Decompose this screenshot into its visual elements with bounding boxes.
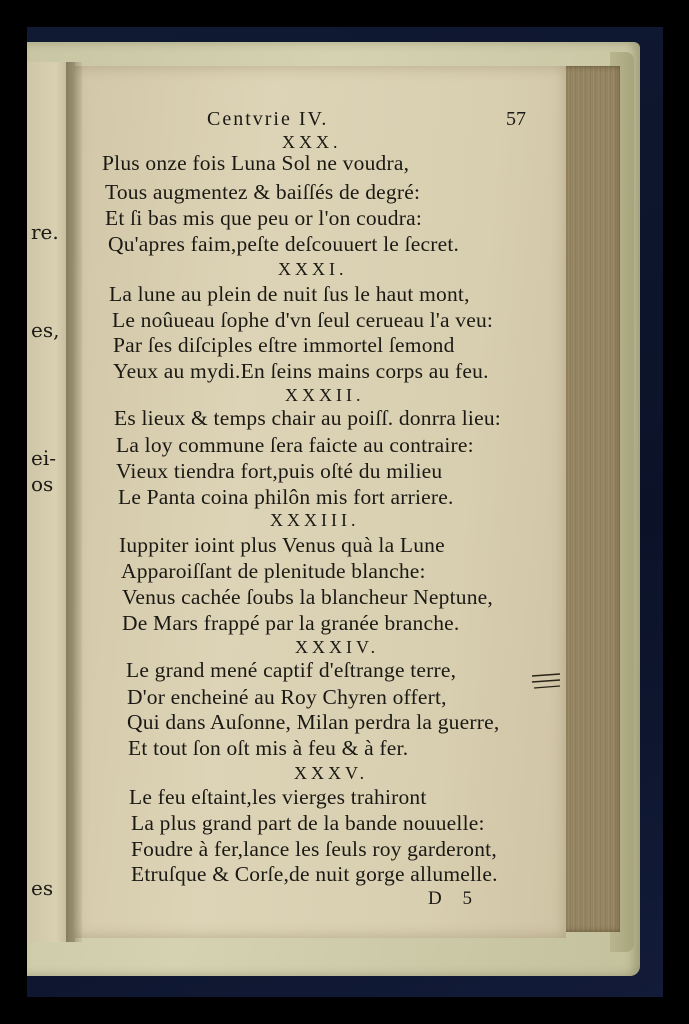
left-page-fragment: ei- (31, 446, 56, 470)
verse-line: La loy commune ſera faicte au contraire: (116, 433, 474, 457)
verse-line: Iuppiter ioint plus Venus quà la Lune (119, 533, 445, 557)
verse-line: Le feu eſtaint,les vierges trahiront (129, 785, 427, 809)
quatrain-number: XXXV. (294, 763, 369, 783)
verse-line: Et tout ſon oſt mis à feu & à fer. (128, 736, 409, 760)
verse-line: Etruſque & Corſe,de nuit gorge allumelle. (131, 862, 498, 886)
margin-pen-marks (530, 672, 562, 690)
verse-line: Vieux tiendra fort,puis oſté du milieu (116, 459, 443, 483)
left-page-fragment: re. (31, 220, 59, 244)
quatrain-number: XXXII. (285, 385, 365, 405)
verse-line: Tous augmentez & baiſſés de degré: (105, 180, 421, 204)
left-page-fragment: os (31, 472, 54, 496)
running-header: Centvrie IV. (207, 108, 329, 130)
left-page-fragment: es, (31, 318, 60, 342)
verse-line: Par ſes diſciples eſtre immortel ſemond (113, 333, 455, 357)
verse-line: Qui dans Auſonne, Milan perdra la guerre, (127, 710, 500, 734)
quatrain-number: XXXIV. (295, 637, 380, 657)
verse-line: Yeux au mydi.En ſeins mains corps au feu. (113, 359, 489, 383)
quatrain-number: XXX. (282, 132, 342, 152)
book-gutter (66, 62, 82, 942)
signature-mark: D 5 (428, 888, 480, 909)
verse-line: Foudre à fer,lance les ſeuls roy garderont, (131, 837, 497, 861)
verse-line: Es lieux & temps chair au poiſſ. donrra lieu: (114, 406, 501, 430)
verse-line: Le Panta coina philôn mis fort arriere. (118, 485, 454, 509)
verse-line: Apparoiſſant de plenitude blanche: (121, 559, 426, 583)
quatrain-number: XXXIII. (270, 510, 360, 530)
page-fore-edge (562, 66, 620, 932)
verse-line: De Mars frappé par la granée branche. (122, 611, 460, 635)
verse-line: Et ſi bas mis que peu or l'on coudra: (105, 206, 422, 230)
verse-line: Qu'apres faim,peſte deſcouuert le ſecret. (108, 232, 460, 256)
verse-line: Le grand mené captif d'eſtrange terre, (126, 658, 457, 682)
left-page-fragment: es (31, 876, 54, 900)
page-number: 57 (506, 108, 526, 130)
verse-line: Le noûueau ſophe d'vn ſeul cerueau l'a veu: (112, 308, 494, 332)
quatrain-number: XXXI. (278, 259, 348, 279)
verse-line: La lune au plein de nuit ſus le haut mont, (109, 282, 470, 306)
verse-line: La plus grand part de la bande nouuelle: (131, 811, 485, 835)
verse-line: D'or encheiné au Roy Chyren offert, (127, 685, 447, 709)
verse-line: Plus onze fois Luna Sol ne voudra, (102, 151, 410, 175)
verse-line: Venus cachée ſoubs la blancheur Neptune, (122, 585, 493, 609)
